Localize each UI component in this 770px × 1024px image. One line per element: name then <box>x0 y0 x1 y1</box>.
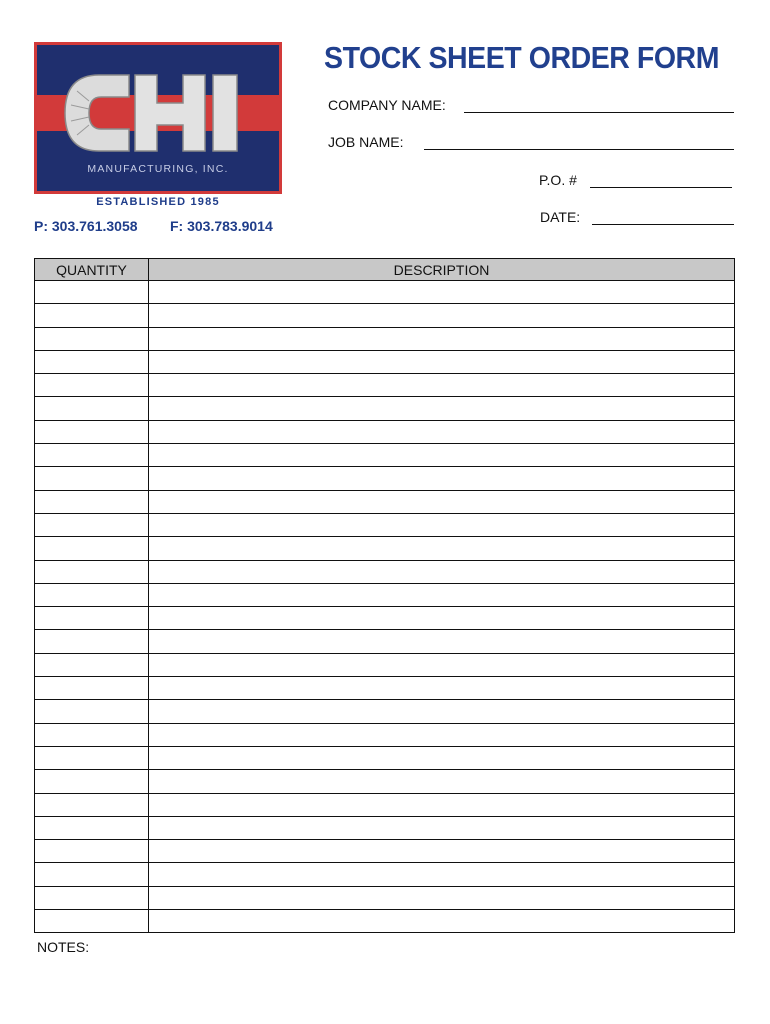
quantity-cell[interactable] <box>35 607 149 630</box>
table-row <box>35 770 735 793</box>
table-row <box>35 840 735 863</box>
established-text: ESTABLISHED 1985 <box>96 196 220 208</box>
table-row <box>35 700 735 723</box>
table-row <box>35 490 735 513</box>
table-row <box>35 281 735 304</box>
description-cell[interactable] <box>149 513 735 536</box>
quantity-cell[interactable] <box>35 723 149 746</box>
job-name-field[interactable] <box>424 149 734 150</box>
table-row <box>35 304 735 327</box>
date-label: DATE: <box>540 209 581 225</box>
description-cell[interactable] <box>149 537 735 560</box>
quantity-cell[interactable] <box>35 374 149 397</box>
table-row <box>35 816 735 839</box>
description-cell[interactable] <box>149 840 735 863</box>
description-cell[interactable] <box>149 793 735 816</box>
company-name-label: COMPANY NAME: <box>328 97 446 113</box>
description-cell[interactable] <box>149 444 735 467</box>
quantity-cell[interactable] <box>35 467 149 490</box>
notes-label: NOTES: <box>37 939 90 955</box>
description-cell[interactable] <box>149 653 735 676</box>
fax-number: F: 303.783.9014 <box>170 218 273 234</box>
description-cell[interactable] <box>149 677 735 700</box>
description-cell[interactable] <box>149 607 735 630</box>
po-number-field[interactable] <box>590 187 732 188</box>
table-row <box>35 537 735 560</box>
description-cell[interactable] <box>149 583 735 606</box>
description-cell[interactable] <box>149 816 735 839</box>
description-cell[interactable] <box>149 490 735 513</box>
description-cell[interactable] <box>149 327 735 350</box>
table-row <box>35 677 735 700</box>
quantity-cell[interactable] <box>35 746 149 769</box>
order-rows <box>35 281 735 933</box>
logo-subtitle: MANUFACTURING, INC. <box>87 163 229 175</box>
table-row <box>35 444 735 467</box>
quantity-cell[interactable] <box>35 397 149 420</box>
table-row <box>35 607 735 630</box>
table-row <box>35 467 735 490</box>
table-row <box>35 374 735 397</box>
form-title: STOCK SHEET ORDER FORM <box>324 40 719 75</box>
quantity-cell[interactable] <box>35 560 149 583</box>
quantity-cell[interactable] <box>35 863 149 886</box>
logo-letter-h <box>135 75 205 151</box>
table-row <box>35 910 735 933</box>
description-cell[interactable] <box>149 281 735 304</box>
description-cell[interactable] <box>149 350 735 373</box>
company-logo <box>34 42 282 194</box>
quantity-cell[interactable] <box>35 420 149 443</box>
quantity-cell[interactable] <box>35 770 149 793</box>
po-number-label: P.O. # <box>539 172 577 188</box>
quantity-cell[interactable] <box>35 910 149 933</box>
quantity-cell[interactable] <box>35 583 149 606</box>
description-column-header: DESCRIPTION <box>149 259 735 281</box>
table-row <box>35 793 735 816</box>
description-cell[interactable] <box>149 374 735 397</box>
table-row <box>35 746 735 769</box>
table-row <box>35 723 735 746</box>
job-name-label: JOB NAME: <box>328 134 404 150</box>
table-row <box>35 327 735 350</box>
quantity-column-header: QUANTITY <box>35 259 149 281</box>
quantity-cell[interactable] <box>35 653 149 676</box>
quantity-cell[interactable] <box>35 700 149 723</box>
table-row <box>35 513 735 536</box>
logo-letter-i <box>213 75 237 151</box>
description-cell[interactable] <box>149 397 735 420</box>
quantity-cell[interactable] <box>35 793 149 816</box>
description-cell[interactable] <box>149 770 735 793</box>
quantity-cell[interactable] <box>35 490 149 513</box>
table-row <box>35 886 735 909</box>
order-table <box>34 258 735 933</box>
date-field[interactable] <box>592 224 734 225</box>
description-cell[interactable] <box>149 910 735 933</box>
quantity-cell[interactable] <box>35 816 149 839</box>
description-cell[interactable] <box>149 723 735 746</box>
table-header-row <box>35 259 735 281</box>
quantity-cell[interactable] <box>35 513 149 536</box>
description-cell[interactable] <box>149 467 735 490</box>
description-cell[interactable] <box>149 304 735 327</box>
phone-number: P: 303.761.3058 <box>34 218 138 234</box>
quantity-cell[interactable] <box>35 281 149 304</box>
table-row <box>35 630 735 653</box>
company-name-field[interactable] <box>464 112 734 113</box>
table-row <box>35 397 735 420</box>
description-cell[interactable] <box>149 630 735 653</box>
quantity-cell[interactable] <box>35 350 149 373</box>
table-row <box>35 560 735 583</box>
description-cell[interactable] <box>149 560 735 583</box>
quantity-cell[interactable] <box>35 840 149 863</box>
description-cell[interactable] <box>149 420 735 443</box>
description-cell[interactable] <box>149 863 735 886</box>
quantity-cell[interactable] <box>35 630 149 653</box>
quantity-cell[interactable] <box>35 304 149 327</box>
table-row <box>35 583 735 606</box>
table-row <box>35 350 735 373</box>
description-cell[interactable] <box>149 886 735 909</box>
quantity-cell[interactable] <box>35 327 149 350</box>
table-row <box>35 653 735 676</box>
description-cell[interactable] <box>149 746 735 769</box>
description-cell[interactable] <box>149 700 735 723</box>
quantity-cell[interactable] <box>35 537 149 560</box>
quantity-cell[interactable] <box>35 444 149 467</box>
quantity-cell[interactable] <box>35 677 149 700</box>
table-row <box>35 863 735 886</box>
table-row <box>35 420 735 443</box>
quantity-cell[interactable] <box>35 886 149 909</box>
